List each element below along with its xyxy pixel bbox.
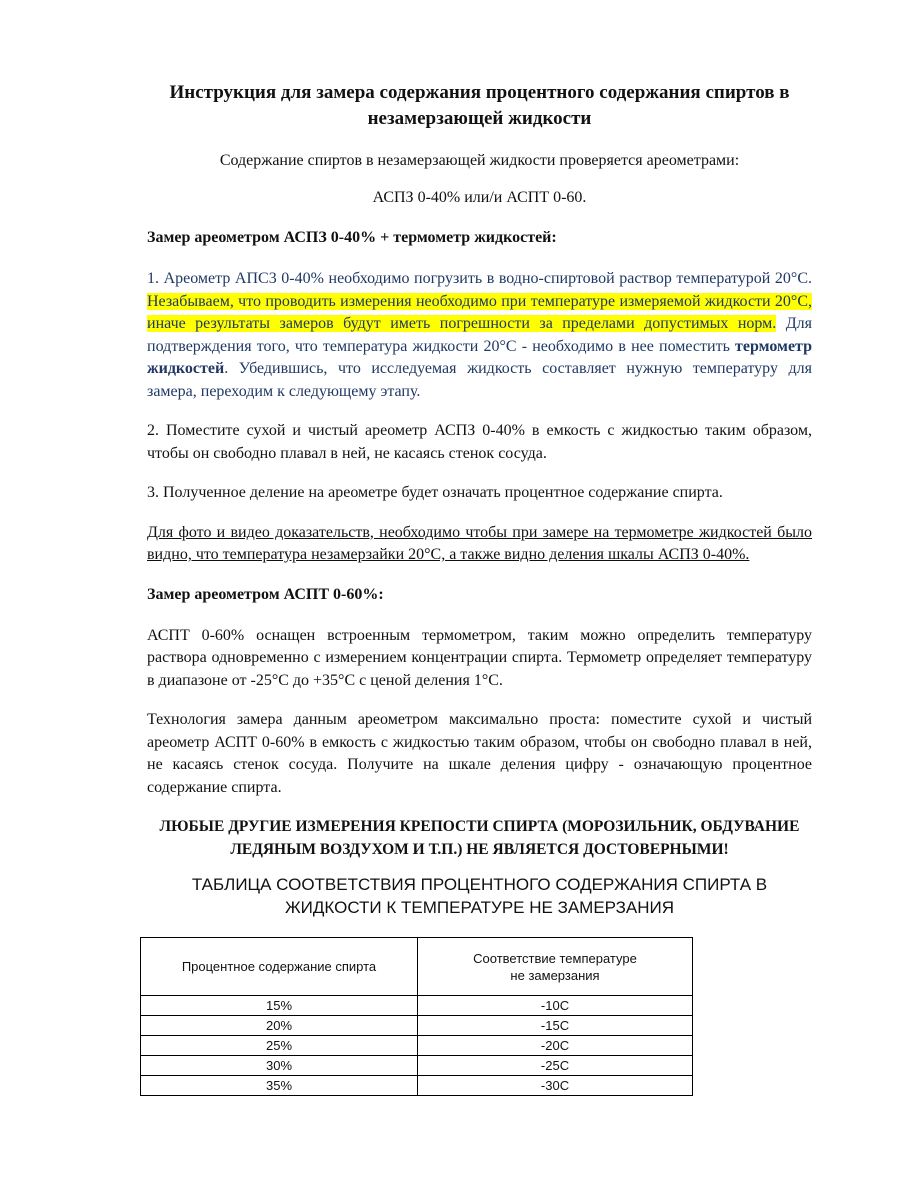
freeze-table: [140, 937, 693, 1096]
intro-line-2: АСПЗ 0-40% или/и АСПТ 0-60.: [372, 189, 587, 206]
table-row: [141, 1076, 693, 1096]
cell-percent: 20%: [141, 1016, 418, 1036]
header-temperature-line1: Соответствие температуре: [473, 950, 637, 966]
cell-temperature: -10С: [418, 996, 693, 1016]
section1-step1: [147, 268, 812, 403]
cell-temperature: -15С: [418, 1016, 693, 1036]
section2-para2: Технология замера данным ареометром максимально проста: поместите сухой и чистый ареометр АСПТ 0-60% в емкость с жидкостью таким образом, чтобы он свободно плавал в ней, не касаясь стенок сосуда. Получите на шкале деления цифру - означающую процентное содержание спирта.: [147, 711, 812, 796]
section1-note: Для фото и видео доказательств, необходимо чтобы при замере на термометре жидкостей было видно, что температура незамерзайки 20°С, а также видно деления шкалы АСПЗ 0-40%.: [147, 523, 812, 563]
header-temperature-line2: не замерзания: [510, 967, 600, 983]
warning-text: ЛЮБЫЕ ДРУГИЕ ИЗМЕРЕНИЯ КРЕПОСТИ СПИРТА (МОРОЗИЛЬНИК, ОБДУВАНИЕ ЛЕДЯНЫМ ВОЗДУХОМ И Т.П.) НЕ ЯВЛЯЕТСЯ ДОСТОВЕРНЫМИ!: [159, 818, 800, 858]
cell-temperature: -20С: [418, 1036, 693, 1056]
section1-step2: 2. Поместите сухой и чистый ареометр АСПЗ 0-40% в емкость с жидкостью таким образом, чтобы он свободно плавал в ней, не касаясь стенок сосуда.: [147, 422, 812, 462]
table-header-row: [141, 938, 693, 996]
document-title: Инструкция для замера содержания процентного содержания спиртов в незамерзающей жидкости: [169, 82, 790, 129]
cell-percent: 15%: [141, 996, 418, 1016]
table-row: [141, 1036, 693, 1056]
intro-line-1: Содержание спиртов в незамерзающей жидкости проверяется ареометрами:: [219, 152, 740, 169]
cell-percent: 25%: [141, 1036, 418, 1056]
step1-bold: термометр жидкостей: [147, 337, 812, 377]
step1-highlight: Незабываем, что проводить измерения необходимо при температуре измеряемой жидкости 20°С, иначе результаты замеров будут иметь погрешности за пределами допустимых норм.: [147, 292, 812, 332]
header-percent: Процентное содержание спирта: [141, 938, 418, 996]
cell-temperature: -30С: [418, 1076, 693, 1096]
section2-heading: Замер ареометром АСПТ 0-60%:: [147, 585, 384, 603]
table-title: ТАБЛИЦА СООТВЕТСТВИЯ ПРОЦЕНТНОГО СОДЕРЖАНИЯ СПИРТА В ЖИДКОСТИ К ТЕМПЕРАТУРЕ НЕ ЗАМЕРЗАНИЯ: [191, 875, 768, 917]
table-row: [141, 1056, 693, 1076]
table-row: [141, 996, 693, 1016]
cell-percent: 30%: [141, 1056, 418, 1076]
cell-temperature: -25С: [418, 1056, 693, 1076]
section1-step3: 3. Полученное деление на ареометре будет означать процентное содержание спирта.: [147, 484, 723, 501]
table-row: [141, 1016, 693, 1036]
step1-text-a: 1. Ареометр АПС3 0-40% необходимо погрузить в водно-спиртовой раствор температурой 20°С.: [147, 270, 812, 287]
header-temperature: [418, 938, 693, 996]
step1-text-b: Для подтверждения того, что температура жидкости 20°С - необходимо в нее поместить: [147, 315, 812, 355]
section1-heading: Замер ареометром АСПЗ 0-40% + термометр жидкостей:: [147, 229, 557, 246]
step1-text-c: . Убедившись, что исследуемая жидкость составляет нужную температуру для замера, переходим к следующему этапу.: [147, 360, 812, 400]
cell-percent: 35%: [141, 1076, 418, 1096]
section2-para1: АСПТ 0-60% оснащен встроенным термометром, таким можно определить температуру раствора одновременно с измерением концентрации спирта. Термометр определяет температуру в диапазоне от -25°С до +35°С с ценой деления 1°С.: [147, 626, 812, 689]
